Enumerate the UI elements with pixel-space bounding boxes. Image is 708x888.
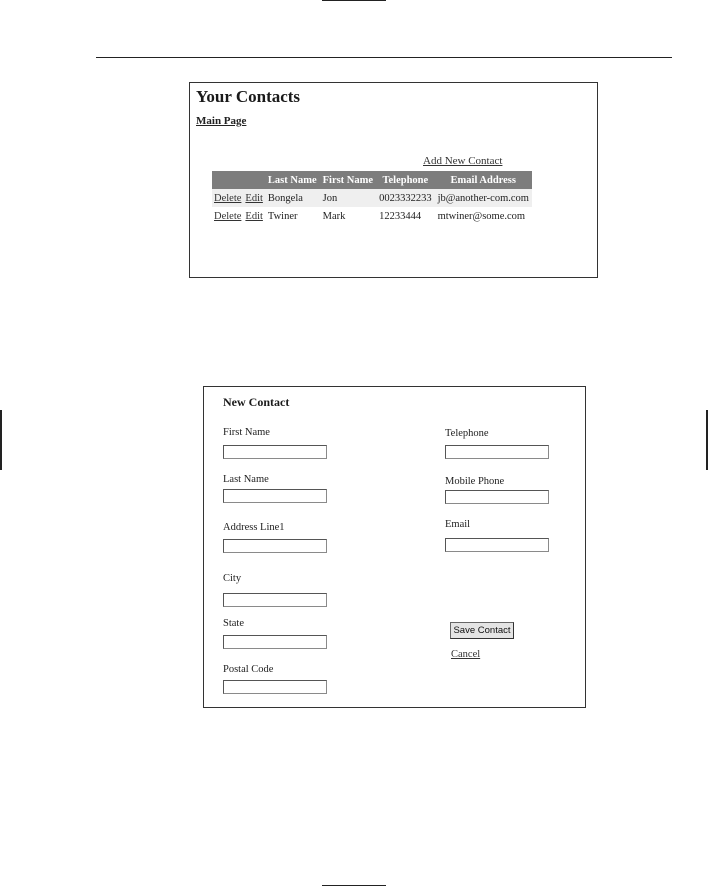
state-label: State — [223, 618, 244, 629]
column-header-first-name: First Name — [320, 171, 376, 189]
cell-first-name: Mark — [322, 210, 346, 222]
last-name-label: Last Name — [223, 474, 269, 485]
column-header-edit — [243, 171, 265, 189]
add-new-contact-link[interactable]: Add New Contact — [423, 155, 503, 167]
state-field[interactable] — [223, 635, 327, 649]
city-label: City — [223, 573, 242, 584]
contacts-page-screenshot — [189, 82, 598, 278]
column-header-email: Email Address — [435, 171, 532, 189]
main-page-link[interactable]: Main Page — [196, 115, 247, 127]
city-field[interactable] — [223, 593, 327, 607]
cancel-link[interactable]: Cancel — [451, 649, 481, 660]
cell-email: jb@another-com.com — [435, 189, 532, 207]
left-margin-mark — [0, 410, 2, 470]
delete-link[interactable]: Delete — [212, 189, 243, 207]
email-field[interactable] — [445, 538, 549, 552]
mobile-phone-field[interactable] — [445, 490, 549, 504]
table-row — [212, 189, 532, 207]
column-header-last-name: Last Name — [265, 171, 320, 189]
mobile-phone-label: Mobile Phone — [445, 476, 505, 487]
page-top-rule — [322, 0, 386, 1]
page-header-rule — [96, 57, 672, 58]
cell-first-name: Jon — [320, 189, 376, 207]
delete-link[interactable]: Delete — [214, 210, 242, 222]
form-title: New Contact — [223, 395, 290, 409]
page-title: Your Contacts — [196, 87, 301, 106]
cell-email: mtwiner@some.com — [437, 210, 526, 222]
contacts-table — [212, 171, 532, 225]
postal-code-field[interactable] — [223, 680, 327, 694]
new-contact-form — [203, 386, 586, 708]
address-line1-field[interactable] — [223, 539, 327, 553]
save-contact-button[interactable]: Save Contact — [450, 622, 514, 639]
table-header-row — [212, 171, 532, 189]
postal-code-label: Postal Code — [223, 664, 274, 675]
page-bottom-rule — [322, 885, 386, 886]
email-label: Email — [445, 519, 471, 530]
cell-telephone: 0023332233 — [376, 189, 435, 207]
edit-link[interactable]: Edit — [245, 210, 263, 222]
column-header-telephone: Telephone — [376, 171, 435, 189]
table-row — [212, 207, 532, 225]
last-name-field[interactable] — [223, 489, 327, 503]
cell-telephone: 12233444 — [379, 210, 422, 222]
cell-last-name: Twiner — [267, 210, 298, 222]
first-name-label: First Name — [223, 427, 270, 438]
telephone-label: Telephone — [445, 428, 489, 439]
edit-link[interactable]: Edit — [243, 189, 265, 207]
address-line1-label: Address Line1 — [223, 522, 285, 533]
column-header-delete — [212, 171, 243, 189]
first-name-field[interactable] — [223, 445, 327, 459]
cell-last-name: Bongela — [265, 189, 320, 207]
telephone-field[interactable] — [445, 445, 549, 459]
